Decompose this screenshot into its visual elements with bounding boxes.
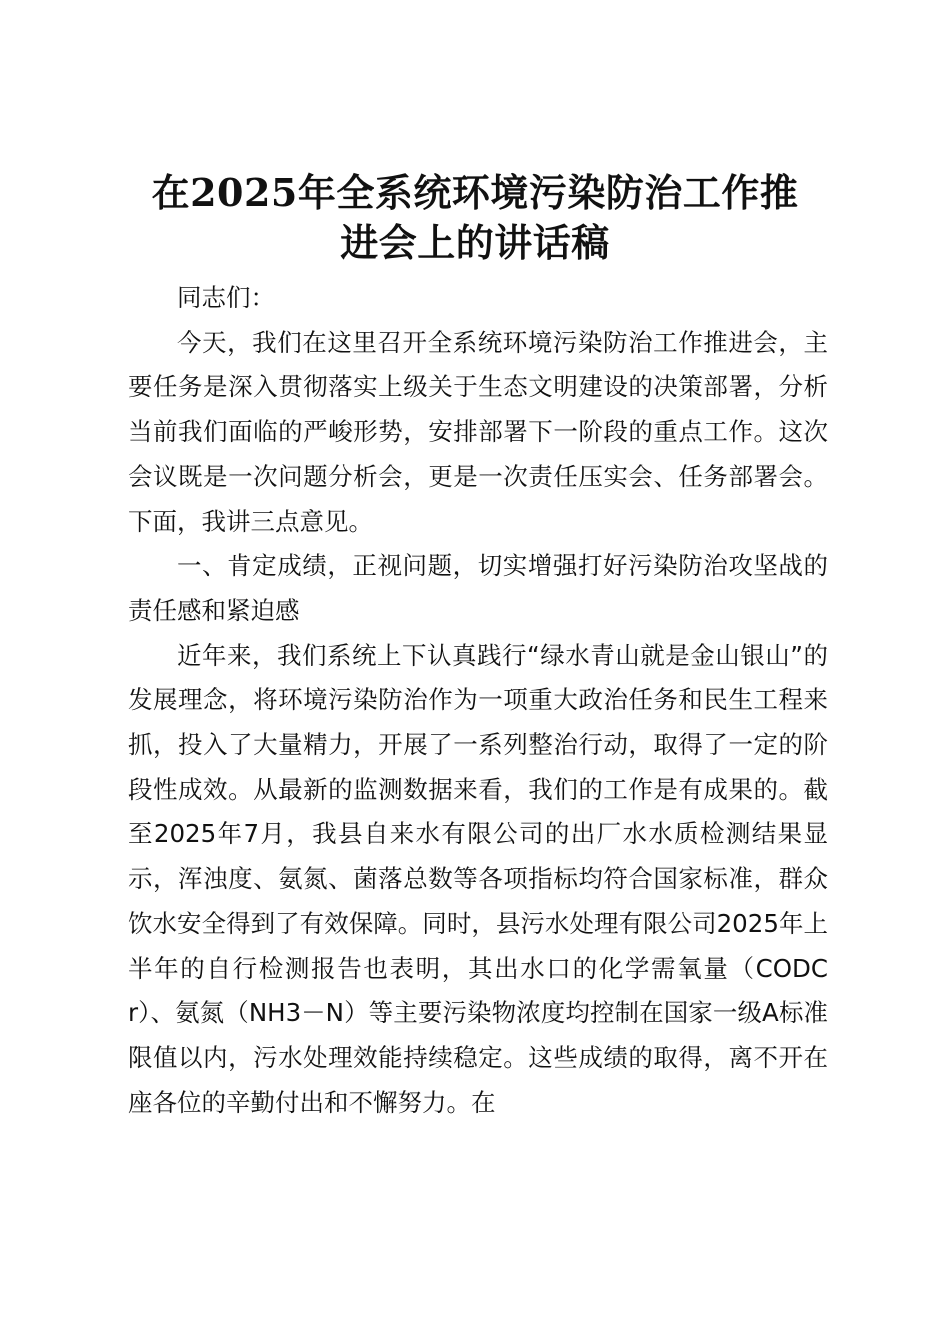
section-heading-1: 一、肯定成绩，正视问题，切实增强打好污染防治攻坚战的责任感和紧迫感	[128, 551, 828, 625]
paragraph-achievements: 近年来，我们系统上下认真践行“绿水青山就是金山银山”的发展理念，将环境污染防治作为一项重大政治任务和民生工程来抓，投入了大量精力，开展了一系列整治行动，取得了一定的阶段性成效。从最新的监测数据来看，我们的工作是有成果的。截至2025年7月，我县自来水有限公司的出厂水水质检测结果显示，浑浊度、氨氮、菌落总数等各项指标均符合国家标准，群众饮水安全得到了有效保障。同时，县污水处理有限公司2025年上半年的自行检测报告也表明，其出水口的化学需氧量（CODCr）、氨氮（NH3－N）等主要污染物浓度均控制在国家一级A标准限值以内，污水处理效能持续稳定。这些成绩的取得，离不开在座各位的辛勤付出和不懈努力。在	[128, 640, 828, 1117]
document-body	[128, 276, 828, 1125]
salutation: 同志们：	[177, 283, 275, 312]
document-title	[120, 168, 830, 268]
paragraph-intro: 今天，我们在这里召开全系统环境污染防治工作推进会，主要任务是深入贯彻落实上级关于生态文明建设的决策部署，分析当前我们面临的严峻形势，安排部署下一阶段的重点工作。这次会议既是一次问题分析会，更是一次责任压实会、任务部署会。下面，我讲三点意见。	[128, 327, 828, 536]
title-line-1: 在2025年全系统环境污染防治工作推	[151, 170, 799, 215]
title-line-2: 进会上的讲话稿	[340, 220, 610, 265]
